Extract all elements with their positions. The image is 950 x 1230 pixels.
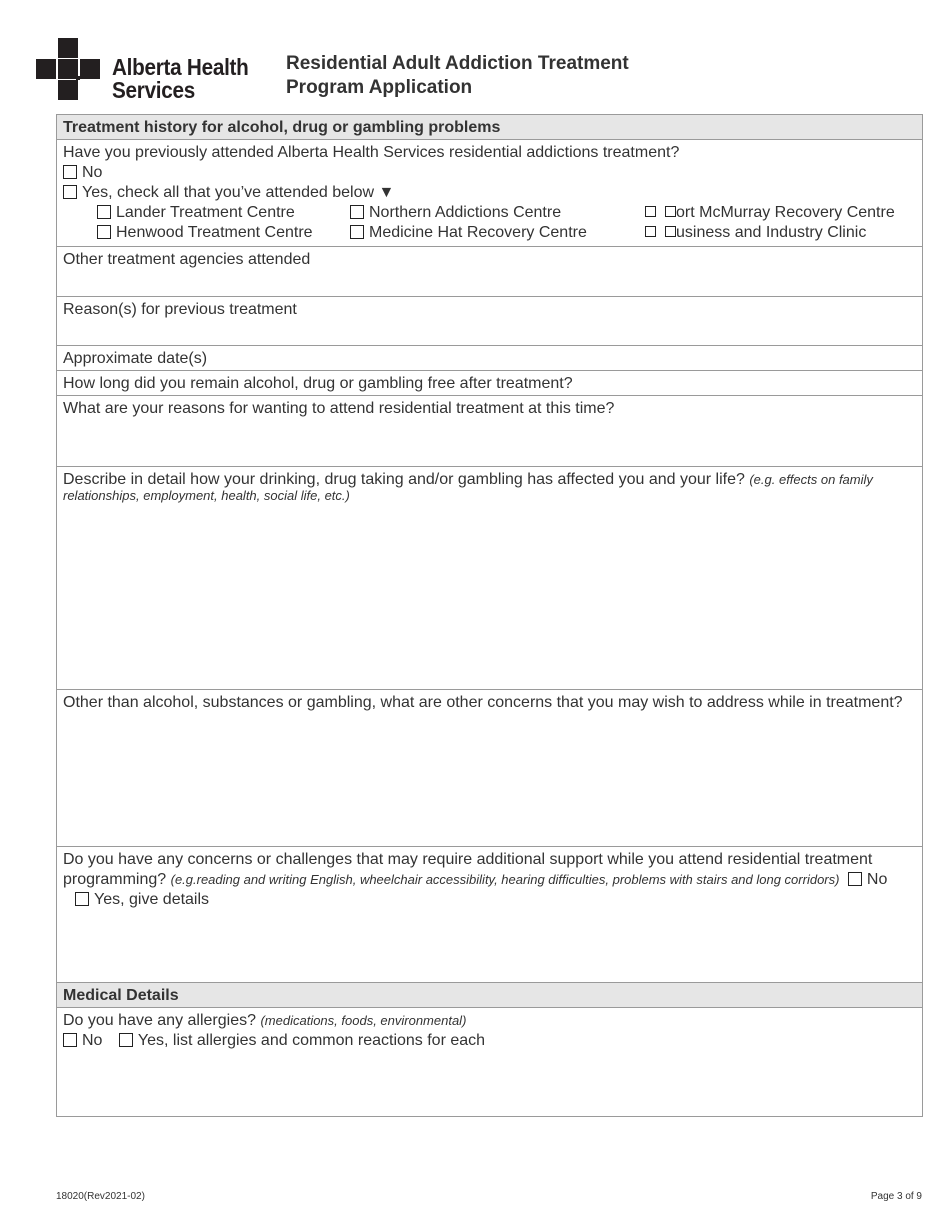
approx-dates-field[interactable] — [57, 346, 922, 371]
reasons-previous-label: Reason(s) for previous treatment — [63, 301, 297, 318]
document-title-line1: Residential Adult Addiction Treatment — [286, 53, 629, 74]
how-long-free-label: How long did you remain alcohol, drug or gambling free after treatment? — [63, 375, 573, 392]
allergies-label: Do you have any allergies? — [63, 1012, 257, 1029]
ahs-logo — [36, 38, 256, 102]
reasons-now-label: What are your reasons for wanting to attend residential treatment at this time? — [63, 400, 615, 417]
reasons-now-field[interactable] — [57, 396, 922, 467]
previous-attendance-label: Have you previously attended Alberta Health Services residential addictions treatment? — [63, 144, 680, 161]
facility-northern-label: Northern Addictions Centre — [369, 204, 562, 221]
facility-list — [63, 203, 916, 244]
describe-effects-field[interactable] — [57, 467, 922, 690]
facility-medicine-hat — [350, 223, 587, 243]
facility-fort-mcmurray-checkbox[interactable] — [645, 206, 656, 217]
option-yes-row — [63, 183, 916, 203]
page-number: Page 3 of 9 — [870, 1191, 922, 1202]
previous-yes-label: Yes, check all that you’ve attended below ▼ — [82, 184, 395, 201]
application-form — [56, 114, 923, 1117]
allergies-hint: (medications, foods, environmental) — [260, 1013, 467, 1028]
facility-lander-label: Lander Treatment Centre — [116, 204, 295, 221]
support-no-label: No — [866, 871, 888, 888]
document-title-line2: Program Application — [286, 77, 473, 98]
describe-effects-text — [63, 470, 916, 504]
allergies-no-checkbox[interactable] — [63, 1033, 77, 1047]
other-concerns-label: Other than alcohol, substances or gambling, what are other concerns that you may wish to address while in treatment? — [63, 694, 903, 711]
facility-fort-mcmurray-checkbox-overlap — [665, 206, 676, 217]
previous-attendance-question — [57, 140, 922, 247]
allergies-yes-label: Yes, list allergies and common reactions for each — [137, 1032, 486, 1049]
facility-business-industry-checkbox[interactable] — [645, 226, 656, 237]
facility-medicine-hat-checkbox[interactable] — [350, 225, 364, 239]
previous-yes-checkbox[interactable] — [63, 185, 77, 199]
document-title — [286, 52, 629, 100]
approx-dates-label: Approximate date(s) — [63, 350, 208, 367]
facility-lander-checkbox[interactable] — [97, 205, 111, 219]
other-agencies-field[interactable] — [57, 247, 922, 297]
facility-henwood-label: Henwood Treatment Centre — [116, 224, 313, 241]
other-concerns-field[interactable] — [57, 690, 922, 847]
describe-effects-label: Describe in detail how your drinking, drug taking and/or gambling has affected you and your life? — [63, 471, 745, 488]
facility-fort-mcmurray — [645, 203, 895, 223]
facility-business-industry-label: usiness and Industry Clinic — [676, 224, 867, 241]
facility-northern-checkbox[interactable] — [350, 205, 364, 219]
support-needs-hint: (e.g.reading and writing English, wheelchair accessibility, hearing difficulties, problems with stairs and long corridors) — [170, 872, 840, 887]
facility-medicine-hat-label: Medicine Hat Recovery Centre — [369, 224, 587, 241]
form-code: 18020(Rev2021-02) — [56, 1191, 145, 1202]
section-header-treatment-history: Treatment history for alcohol, drug or gambling problems — [57, 115, 922, 140]
how-long-free-field[interactable] — [57, 371, 922, 396]
facility-business-industry — [645, 223, 866, 243]
facility-fort-mcmurray-label: ort McMurray Recovery Centre — [676, 204, 895, 221]
allergies-yes-checkbox[interactable] — [119, 1033, 133, 1047]
describe-effects-hint: (e.g. effects on family relationships, employment, health, social life, etc.) — [63, 472, 873, 503]
support-needs-field — [57, 847, 922, 983]
facility-henwood-checkbox[interactable] — [97, 225, 111, 239]
facility-northern — [350, 203, 561, 223]
allergies-question — [63, 1011, 916, 1031]
ahs-logo-text — [112, 56, 249, 102]
facility-business-industry-checkbox-overlap — [665, 226, 676, 237]
support-yes-label: Yes, give details — [94, 891, 210, 908]
ahs-logo-mark-icon — [36, 38, 100, 102]
other-agencies-label: Other treatment agencies attended — [63, 251, 311, 268]
section-header-medical: Medical Details — [57, 983, 922, 1008]
support-no-checkbox[interactable] — [848, 872, 862, 886]
logo-name-line1: Alberta Health — [112, 54, 249, 80]
previous-no-label: No — [82, 164, 103, 181]
allergies-options — [63, 1031, 916, 1051]
support-yes-checkbox[interactable] — [75, 892, 89, 906]
facility-henwood — [97, 223, 313, 243]
facility-lander — [97, 203, 295, 223]
previous-no-checkbox[interactable] — [63, 165, 77, 179]
allergies-field — [57, 1008, 922, 1116]
logo-name-line2: Services — [112, 77, 196, 103]
support-needs-text — [63, 850, 916, 910]
support-needs-label: Do you have any concerns or challenges that may require additional support while you attend residential treatment programming? — [63, 851, 873, 888]
allergies-no-label: No — [82, 1032, 103, 1049]
reasons-previous-field[interactable] — [57, 297, 922, 346]
option-no-row — [63, 163, 916, 183]
